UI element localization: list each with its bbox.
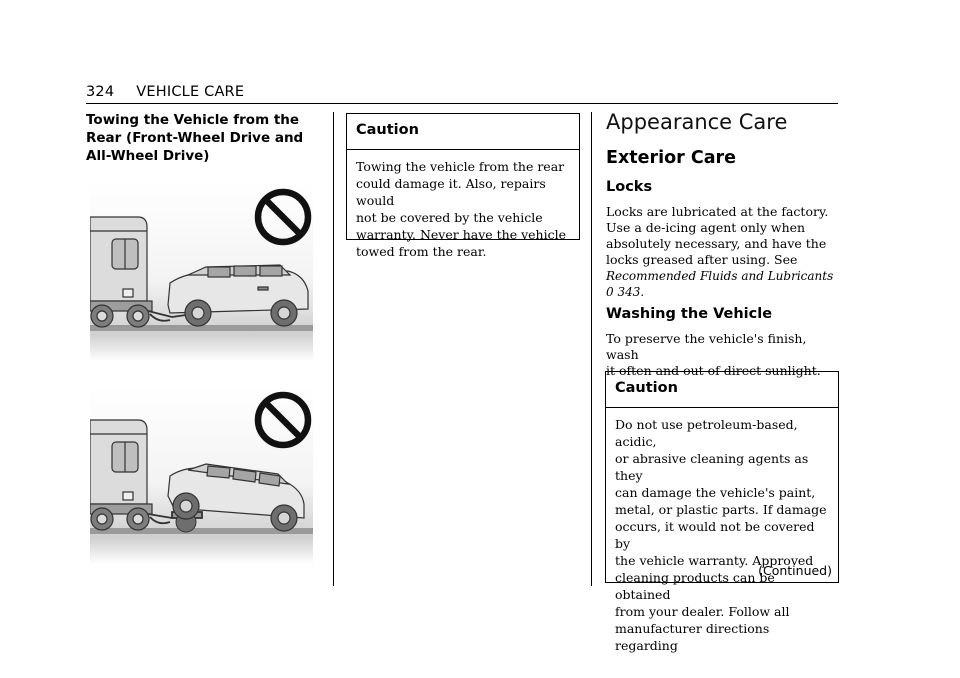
page-header: [86, 84, 244, 100]
continued-label: (Continued): [758, 563, 832, 578]
washing-line: it often and out of direct sunlight.: [606, 363, 821, 378]
washing-line: To preserve the vehicle's finish, wash: [606, 331, 807, 362]
motorhome-shape: [90, 217, 152, 327]
exterior-care-heading: Exterior Care: [606, 148, 737, 168]
washing-heading: Washing the Vehicle: [606, 306, 773, 322]
locks-line: Locks are lubricated at the factory.: [606, 204, 829, 219]
caution-line: Towing the vehicle from the rear: [356, 159, 565, 174]
fluids-reference-link[interactable]: Recommended Fluids and Lubricants: [606, 269, 834, 283]
caution-line: manufacturer directions regarding: [615, 621, 770, 653]
locks-line: Use a de-icing agent only when: [606, 220, 806, 235]
motorhome-shape: [90, 420, 152, 530]
caution-line: not be covered by the vehicle: [356, 210, 543, 225]
caution-line: occurs, it would not be covered by: [615, 519, 815, 551]
locks-heading: Locks: [606, 179, 653, 195]
caution-title: Caution: [347, 114, 579, 150]
towing-heading: [86, 111, 316, 165]
column-divider-right: [591, 112, 592, 586]
caution-body: [347, 150, 579, 266]
locks-paragraph: [606, 204, 838, 300]
caution-line: could damage it. Also, repairs would: [356, 176, 546, 208]
locks-line: locks greased after using. See: [606, 252, 798, 267]
section-title: VEHICLE CARE: [136, 84, 245, 100]
towing-figure-flat: [90, 183, 313, 361]
header-divider: [86, 103, 838, 104]
caution-line: can damage the vehicle's paint,: [615, 485, 816, 500]
fluids-reference-page[interactable]: 0 343.: [606, 285, 645, 299]
caution-line: Do not use petroleum-based, acidic,: [615, 417, 798, 449]
towing-heading-line: All-Wheel Drive): [86, 148, 210, 164]
towing-figure-dolly: [90, 386, 313, 564]
caution-line: the vehicle warranty. Approved: [615, 553, 814, 568]
column-divider-left: [333, 112, 334, 586]
caution-title: Caution: [606, 372, 838, 408]
appearance-care-heading: Appearance Care: [606, 110, 788, 134]
caution-line: metal, or plastic parts. If damage: [615, 502, 827, 517]
page-number: 324: [86, 84, 115, 100]
caution-line: cleaning products can be obtained: [615, 570, 775, 602]
caution-line: or abrasive cleaning agents as they: [615, 451, 809, 483]
caution-line: warranty. Never have the vehicle: [356, 227, 567, 242]
towing-heading-line: Rear (Front-Wheel Drive and: [86, 130, 304, 146]
caution-line: towed from the rear.: [356, 244, 487, 259]
caution-box-towing: [346, 113, 580, 259]
caution-box-cleaning: [605, 371, 839, 653]
caution-body: [606, 408, 838, 660]
caution-line: from your dealer. Follow all: [615, 604, 790, 619]
locks-line: absolutely necessary, and have the: [606, 236, 827, 251]
towing-heading-line: Towing the Vehicle from the: [86, 112, 300, 128]
